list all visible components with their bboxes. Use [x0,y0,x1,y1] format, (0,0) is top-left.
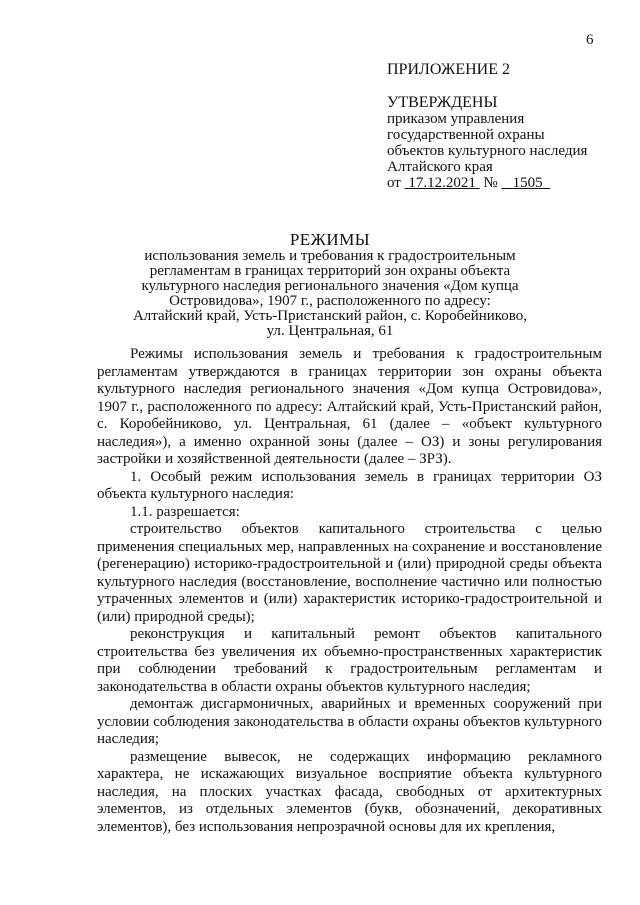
title-line-2: регламентам в границах территорий зон охраны объекта [149,263,511,279]
title-line-6: ул. Центральная, 61 [266,323,394,339]
paragraph-item-reconstruction: реконструкция и капитальный ремонт объектов капитального строительства без увеличения их объемно-пространственных характеристик при соблюдении требований к градостроительным регламентам и законодательства в области охраны объектов культурного наследия; [97,626,602,695]
order-reference [387,175,587,191]
order-number-label: № [479,175,502,191]
page-number: 6 [586,32,594,48]
paragraph-subsection-1-1: 1.1. разрешается: [130,503,240,520]
approved-heading: УТВЕРЖДЕНЫ [387,94,498,111]
order-date: 17.12.2021 [408,175,476,191]
title-line-3: культурного наследия регионального значения «Дом купца [141,278,519,294]
order-prefix: от [387,175,405,191]
document-title [118,232,542,339]
paragraph-item-demolition: демонтаж дисгармоничных, аварийных и временных сооружений при условии соблюдения законодательства в области охраны объектов культурного наследия; [97,696,602,747]
title-line-4: Островидова», 1907 г., расположенного по адресу: [169,293,491,309]
paragraph-section-1: 1. Особый режим использования земель в границах территории ОЗ объекта культурного наследия: [97,468,602,502]
approval-line-3: объектов культурного наследия [387,143,588,159]
appendix-label: ПРИЛОЖЕНИЕ 2 [387,61,511,78]
paragraph-item-signage: размещение вывесок, не содержащих информацию рекламного характера, не искажающих визуальное восприятие объекта культурного наследия, на плоских участках фасада, свободных от архитектурных элементов, из отдельных элементов (букв, обозначений, декоративных элементов), без использования непрозрачной основы для их крепления, [97,748,602,835]
approval-line-1: приказом управления [387,111,525,127]
approval-line-2: государственной охраны [387,127,545,143]
title-heading: РЕЖИМЫ [289,230,371,249]
approval-block [387,62,587,191]
document-body [97,346,602,836]
paragraph-item-construction: строительство объектов капитального строительства с целью применения специальных мер, направленных на сохранение и восстановление (регенерацию) историко-градостроительной и (или) природной среды объекта культурного наследия (восстановление, восполнение частично или полностью утраченных элементов и (или) характеристик историко-градостроительной и (или) природной среды); [97,521,602,625]
title-line-1: использования земель и требования к градостроительным [144,248,516,264]
paragraph-intro: Режимы использования земель и требования к градостроительным регламентам утверждаются в границах территории зон охраны объекта культурного наследия регионального значения «Дом купца Островидова», 1907 г., расположенного по адресу: Алтайский край, Усть-Пристанский район, с. Коробейниково, ул. Центральная, 61 (далее – «объект культурного наследия»), а именно охранной зоны (далее – ОЗ) и зоны регулирования застройки и хозяйственной деятельности (далее – ЗРЗ). [97,346,602,467]
order-number: 1505 [512,175,543,191]
approval-line-4: Алтайского края [387,159,493,175]
title-line-5: Алтайский край, Усть-Пристанский район, с. Коробейниково, [132,308,528,324]
